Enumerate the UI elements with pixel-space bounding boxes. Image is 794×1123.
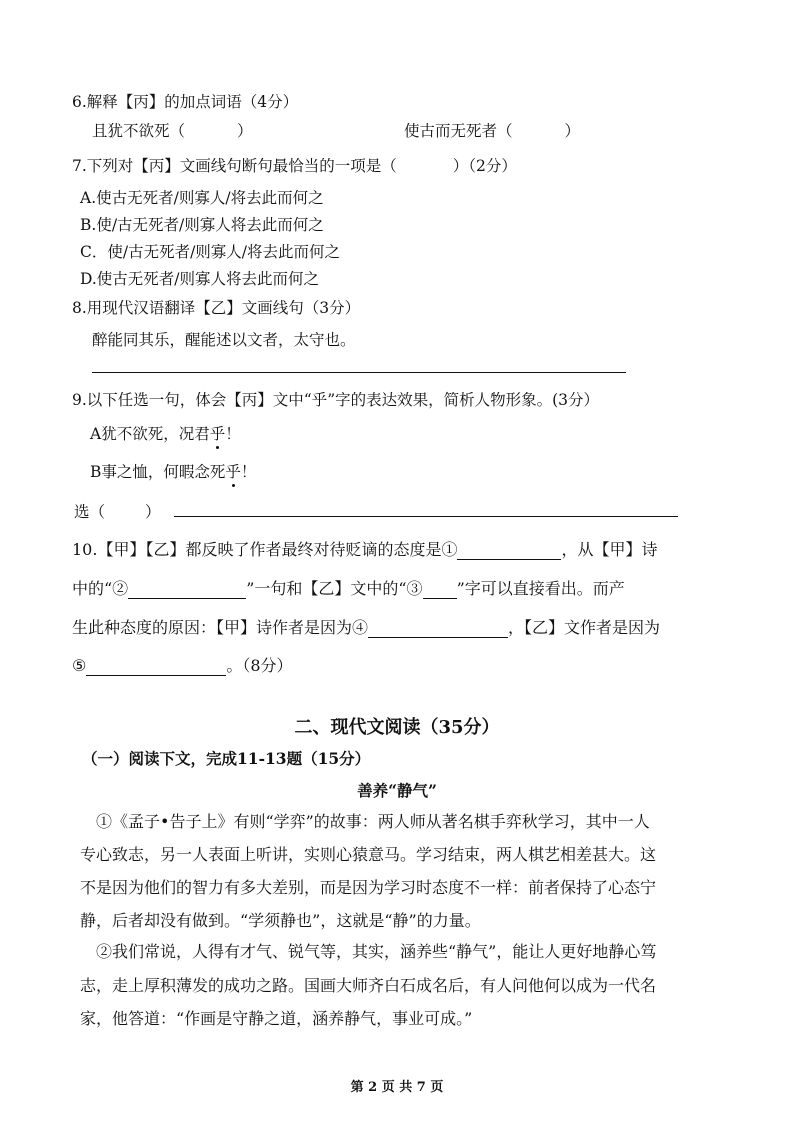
q7-option-a: A.使古无死者/则寡人/将去此而何之 — [80, 189, 324, 207]
q8-sentence: 醉能同其乐，醒能述以文者，太守也。 — [92, 331, 356, 349]
q9-stem: 9.以下任选一句，体会【丙】文中“乎”字的表达效果，简析人物形象。(3分） — [72, 391, 600, 409]
article-title: 善养“静气” — [357, 781, 437, 800]
q9-option-b: B事之恤，何暇念死乎！ — [90, 463, 257, 481]
q7-stem: 7.下列对【丙】文画线句断句最恰当的一项是（ ）（2分） — [72, 157, 517, 175]
q7-option-b: B.使/古无死者/则寡人将去此而何之 — [80, 216, 324, 234]
part-heading: （一）阅读下文，完成11-13题（15分） — [82, 749, 371, 768]
q8-stem: 8.用现代汉语翻译【乙】文画线句（3分） — [72, 299, 361, 317]
blank-3[interactable] — [423, 580, 457, 599]
q6-stem: 6.解释【丙】的加点词语（4分） — [72, 93, 299, 111]
q8-answer-line[interactable] — [92, 372, 626, 373]
paragraph-1-line-3: 不是因为他们的智力有多大差别，而是因为学习时态度不一样：前者保持了心态宁 — [80, 878, 657, 897]
emphasis-dot-char: 乎 — [225, 463, 241, 481]
paragraph-1-line-2: 专心致志，另一人表面上听讲，实则心猿意马。学习结束，两人棋艺相差甚大。这 — [80, 845, 657, 864]
blank-5[interactable] — [86, 657, 226, 676]
paragraph-2-line-1: ②我们常说，人得有才气、锐气等，其实，涵养些“静气”，能让人更好地静心笃 — [96, 942, 657, 961]
q10-line-4: ⑤ 。（8分） — [72, 656, 293, 675]
q6-item-2: 使古而无死者（ ） — [404, 122, 581, 140]
q9-choose: 选（ ） — [74, 503, 161, 521]
paragraph-1-line-4: 静，后者却没有做到。“学须静也”，这就是“静”的力量。 — [80, 911, 481, 930]
page-footer: 第 2 页 共 7 页 — [350, 1080, 444, 1095]
blank-4[interactable] — [368, 619, 508, 638]
paragraph-2-line-2: 志，走上厚积薄发的成功之路。国画大师齐白石成名后，有人问他何以成为一代名 — [80, 976, 657, 995]
q9-option-a: A犹不欲死，况君乎！ — [90, 425, 241, 443]
q7-option-c: C．使/古无死者/则寡人/将去此而何之 — [80, 243, 341, 261]
paragraph-1-line-1: ①《孟子•告子上》有则“学弈”的故事：两人师从著名棋手弈秋学习，其中一人 — [96, 812, 650, 831]
blank-1[interactable] — [457, 541, 561, 560]
paragraph-2-line-3: 家，他答道：“作画是守静之道，涵养静气，事业可成。” — [80, 1009, 473, 1028]
q10-line-3: 生此种态度的原因：【甲】诗作者是因为④ ，【乙】文作者是因为 — [72, 618, 661, 637]
q6-item-1: 且犹不欲死（ ） — [92, 122, 253, 140]
q10-line-2: 中的“② ”一句和【乙】文中的“③ ”字可以直接看出。而产 — [72, 579, 625, 598]
q10-line-1: 10.【甲】【乙】都反映了作者最终对待贬谪的态度是① ，从【甲】诗 — [72, 540, 658, 559]
section-title: 二、现代文阅读（35分） — [294, 717, 500, 738]
blank-2[interactable] — [128, 580, 246, 599]
emphasis-dot-char: 乎 — [209, 425, 226, 443]
q7-option-d: D.使古无死者/则寡人将去此而何之 — [80, 270, 320, 288]
q9-answer-line[interactable] — [174, 516, 678, 517]
